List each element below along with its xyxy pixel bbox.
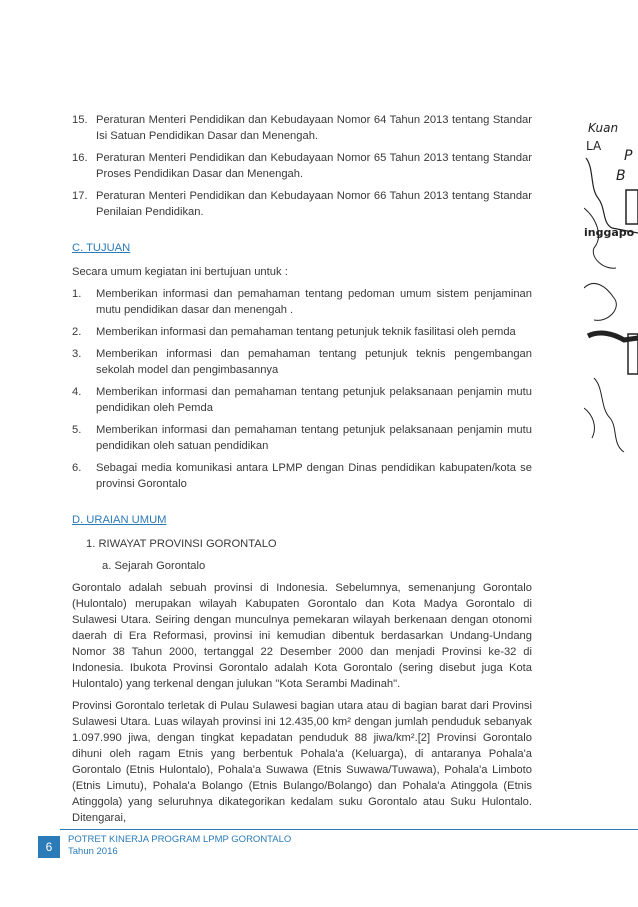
- map-label-p: P: [624, 148, 633, 164]
- map-label-mid: inggapo: [584, 226, 635, 239]
- list-text: Peraturan Menteri Pendidikan dan Kebudayaan Nomor 64 Tahun 2013 tentang Standar Isi Satuan Pendidikan Dasar dan Menengah.: [96, 114, 532, 142]
- list-text: Memberikan informasi dan pemahaman tentang petunjuk pelaksanaan penjamin mutu pendidikan oleh satuan pendidikan: [96, 424, 532, 452]
- subsection-title: 1. RIWAYAT PROVINSI GORONTALO: [86, 538, 277, 550]
- paragraph: Gorontalo adalah sebuah provinsi di Indonesia. Sebelumnya, semenanjung Gorontalo (Hulontalo) merupakan wilayah Kabupaten Gorontalo dan Kota Madya Gorontalo di Sulawesi Utara. Seiring dengan munculnya pemekaran wilayah berkenaan dengan otonomi daerah di Era Reformasi, provinsi ini kemudian dibentuk berdasarkan Undang-Undang Nomor 38 Tahun 2000, tertanggal 22 Desember 2000 dan menjadi Provinsi ke-32 di Indonesia. Ibukota Provinsi Gorontalo adalah Kota Gorontalo (sering disebut juga Kota Hulontalo) yang terkenal dengan julukan "Kota Serambi Madinah".: [72, 582, 532, 690]
- list-text: Peraturan Menteri Pendidikan dan Kebudayaan Nomor 65 Tahun 2013 tentang Standar Proses Pendidikan Dasar dan Menengah.: [96, 152, 532, 180]
- list-text: Sebagai media komunikasi antara LPMP dengan Dinas pendidikan kabupaten/kota se provinsi Gorontalo: [96, 462, 532, 490]
- section-intro: Secara umum kegiatan ini bertujuan untuk :: [72, 266, 288, 278]
- list-item: [72, 150, 532, 182]
- page-number-badge: 6: [38, 836, 60, 858]
- list-item: [72, 384, 532, 416]
- list-text: Memberikan informasi dan pemahaman tentang petunjuk teknis pengembangan sekolah model dan pengimbasannya: [96, 348, 532, 376]
- list-number: 5.: [72, 424, 82, 436]
- map-drawing: [584, 108, 638, 460]
- map-label-la: LA: [586, 139, 602, 153]
- map-label-b: B: [616, 168, 626, 184]
- paragraph: Provinsi Gorontalo terletak di Pulau Sulawesi bagian utara atau di bagian barat dari Provinsi Sulawesi Utara. Luas wilayah provinsi ini 12.435,00 km² dengan jumlah penduduk sebanyak 1.097.990 jiwa, dengan tingkat kepadatan penduduk 88 jiwa/km².[2] Provinsi Gorontalo dihuni oleh ragam Etnis yang berbentuk Pohala'a (Keluarga), di antaranya Pohala'a Gorontalo (Etnis Hulontalo), Pohala'a Suwawa (Etnis Suwawa/Tuwawa), Pohala'a Limboto (Etnis Limutu), Pohala'a Bolango (Etnis Bulango/Bolango) dan Pohala'a Atinggola (Etnis Atinggola) yang seluruhnya dikategorikan kedalam suku Gorontalo atau Suku Hulontalo. Ditengarai,: [72, 700, 532, 824]
- list-item: [72, 112, 532, 144]
- list-item: [72, 346, 532, 378]
- map-label-top: Kuan: [588, 121, 619, 135]
- list-item: [72, 286, 532, 318]
- list-number: 2.: [72, 326, 82, 338]
- list-text: Memberikan informasi dan pemahaman tentang petunjuk pelaksanaan penjamin mutu pendidikan oleh Pemda: [96, 386, 532, 414]
- list-number: 3.: [72, 348, 82, 360]
- list-item: [72, 324, 532, 340]
- list-item: [72, 422, 532, 454]
- list-number: 6.: [72, 462, 82, 474]
- footer-divider: [60, 829, 638, 830]
- footer-year: Tahun 2016: [68, 846, 118, 857]
- list-number: 1.: [72, 288, 82, 300]
- list-number: 15.: [72, 114, 88, 126]
- list-text: Peraturan Menteri Pendidikan dan Kebudayaan Nomor 66 Tahun 2013 tentang Standar Penilaian Pendidikan.: [96, 190, 532, 218]
- list-text: Memberikan informasi dan pemahaman tentang pedoman umum sistem penjaminan mutu pendidikan dasar dan menengah .: [96, 288, 532, 316]
- list-item: [72, 188, 532, 220]
- section-heading-uraian-umum: D. URAIAN UMUM: [72, 514, 167, 526]
- document-body: [72, 112, 532, 832]
- map-image: [584, 108, 638, 460]
- list-text: Memberikan informasi dan pemahaman tentang petunjuk teknik fasilitasi oleh pemda: [96, 326, 516, 338]
- footer-title: POTRET KINERJA PROGRAM LPMP GORONTALO: [68, 834, 292, 845]
- list-item: [72, 460, 532, 492]
- list-number: 17.: [72, 190, 88, 202]
- list-number: 4.: [72, 386, 82, 398]
- section-heading-tujuan: C. TUJUAN: [72, 242, 131, 254]
- subsubsection-title: a. Sejarah Gorontalo: [102, 560, 206, 572]
- list-number: 16.: [72, 152, 88, 164]
